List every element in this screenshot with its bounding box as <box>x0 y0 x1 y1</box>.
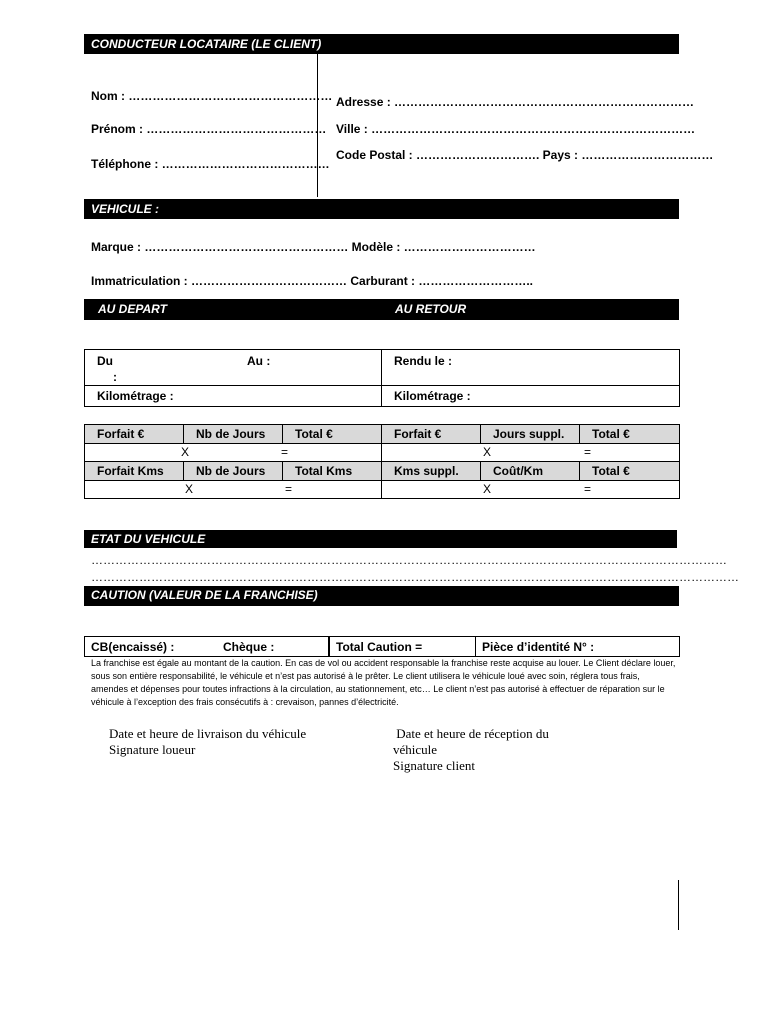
trip-table <box>84 349 680 407</box>
du-colon: : <box>113 370 117 384</box>
nb-jours-header: Nb de Jours <box>184 425 283 444</box>
km-depart-label: Kilométrage : <box>85 386 382 407</box>
caution-underline <box>84 605 679 606</box>
signature-left-line1: Date et heure de livraison du véhicule <box>109 726 307 741</box>
section-vehicle-header: VEHICULE : <box>84 199 679 219</box>
client-adresse: Adresse : ………………………………………………………………… <box>336 95 695 109</box>
cheque-label: Chèque : <box>223 640 275 654</box>
x-sign: X <box>181 445 190 459</box>
signature-left-line2: Signature loueur <box>109 742 196 757</box>
client-prenom: Prénom : ……………………………………… <box>91 122 327 136</box>
total-retour-header: Total € <box>580 462 680 481</box>
signature-right-line3: Signature client <box>393 758 475 773</box>
eq-sign: = <box>285 482 293 496</box>
forfait-retour-header: Forfait € <box>382 425 481 444</box>
client-telephone: Téléphone : …………………………………… <box>91 157 330 171</box>
vehicle-marque-modele: Marque : …………………………………………… Modèle : …………………………… <box>91 240 536 254</box>
client-cp-pays: Code Postal : …………………………. Pays : …………………………… <box>336 148 714 162</box>
forfait-header: Forfait € <box>85 425 184 444</box>
margin-line <box>678 880 679 930</box>
pricing-table <box>84 424 680 499</box>
eq-sign: = <box>584 445 592 459</box>
x-sign: X <box>483 482 492 496</box>
total-retour-header: Total € <box>580 425 680 444</box>
rendu-label: Rendu le : <box>382 350 680 386</box>
client-ville: Ville : ……………………………………………………………………… <box>336 122 696 136</box>
cout-km-header: Coût/Km <box>481 462 580 481</box>
etat-line-2: ……………………………………………………………………………………………………………………………………………… <box>91 570 739 584</box>
signature-right-line2: véhicule <box>393 742 438 757</box>
total-kms-header: Total Kms <box>283 462 382 481</box>
total-caution-label: Total Caution = <box>330 637 476 657</box>
eq-sign: = <box>281 445 289 459</box>
client-nom: Nom : …………………………………………… <box>91 89 333 103</box>
signature-right-line1: Date et heure de réception du <box>393 726 549 741</box>
vehicle-immat-carburant: Immatriculation : ………………………………… Carburant : ……………………….. <box>91 274 534 288</box>
km-retour-label: Kilométrage : <box>382 386 680 407</box>
caution-terms: La franchise est égale au montant de la caution. En cas de vol ou accident responsable la franchise reste acquise au louer. Le Client déclare louer, sous son entière responsabilité, le véhicule et n’est pas autorisé à le prêter. Le client utilisera le véhicule loué avec soin, réglera tous frais, amendes et dépenses pour toutes infractions à la circulation, au stationnement, etc… Le client n’est pas autorisé à effectuer de réparation sur le véhicule à l’exception des frais consécutifs à : crevaison, pannes d’électricité. <box>91 658 676 707</box>
jours-suppl-header: Jours suppl. <box>481 425 580 444</box>
nb-jours-header: Nb de Jours <box>184 462 283 481</box>
x-sign: X <box>483 445 492 459</box>
etat-line-1: …………………………………………………………………………………………………………………………………………… <box>91 553 727 567</box>
total-header: Total € <box>283 425 382 444</box>
x-sign: X <box>185 482 194 496</box>
section-depart-retour-header <box>84 299 679 319</box>
caution-col-divider <box>328 636 329 656</box>
section-caution-header: CAUTION (VALEUR DE LA FRANCHISE) <box>84 586 679 605</box>
du-label: Du <box>97 354 113 368</box>
au-label: Au : <box>247 354 271 368</box>
kms-suppl-header: Kms suppl. <box>382 462 481 481</box>
forfait-kms-header: Forfait Kms <box>85 462 184 481</box>
depart-label: AU DEPART <box>98 302 167 316</box>
retour-label: AU RETOUR <box>395 302 467 316</box>
header-underline <box>84 319 679 320</box>
section-etat-header: ETAT DU VEHICULE <box>84 530 677 548</box>
cb-label: CB(encaissé) : <box>91 639 175 654</box>
piece-identite-label: Pièce d’identité N° : <box>476 637 680 657</box>
section-client-header: CONDUCTEUR LOCATAIRE (LE CLIENT) <box>84 34 679 54</box>
caution-table <box>84 636 680 657</box>
eq-sign: = <box>584 482 592 496</box>
